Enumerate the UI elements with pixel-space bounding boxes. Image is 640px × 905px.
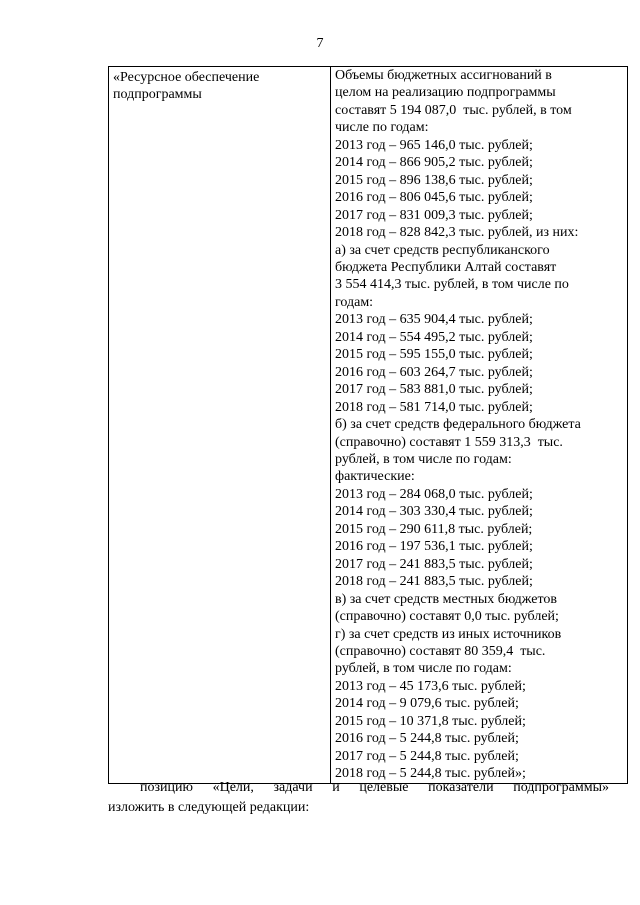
table-row [109, 67, 628, 784]
paragraph-line-2: изложить в следующей редакции: [108, 800, 310, 815]
page-number: 7 [316, 36, 324, 51]
table-cell-content [331, 67, 628, 784]
paragraph-line-1: позицию «Цели, задачи и целевые показатели подпрограммы» [140, 780, 609, 795]
budget-allocations-text: Объемы бюджетных ассигнований в целом на реализацию подпрограммы составят 5 194 087,0 тыс. рублей, в том числе по годам: 2013 год – 965 146,0 тыс. рублей; 2014 год – 866 905,2 тыс. рублей; 2015 год – 896 138,6 тыс. рублей; 2016 год – 806 045,6 тыс. рублей; 2017 год – 831 009,3 тыс. рублей; 2018 год – 828 842,3 тыс. рублей, из них: а) за счет средств республиканского бюджета Республики Алтай составят 3 554 414,3 тыс. рублей, в том числе по годам: 2013 год – 635 904,4 тыс. рублей; 2014 год – 554 495,2 тыс. рублей; 2015 год – 595 155,0 тыс. рублей; 2016 год – 603 264,7 тыс. рублей; 2017 год – 583 881,0 тыс. рублей; 2018 год – 581 714,0 тыс. рублей; б) за счет средств федерального бюджета (справочно) составят 1 559 313,3 тыс. рублей, в том числе по годам: фактические: 2013 год – 284 068,0 тыс. рублей; 2014 год – 303 330,4 тыс. рублей; 2015 год – 290 611,8 тыс. рублей; 2016 год – 197 536,1 тыс. рублей; 2017 год – 241 883,5 тыс. рублей; 2018 год – 241 883,5 тыс. рублей; в) за счет средств местных бюджетов (справочно) составят 0,0 тыс. рублей; г) за счет средств из иных источников (справочно) составят 80 359,4 тыс. рублей, в том числе по годам: 2013 год – 45 173,6 тыс. рублей; 2014 год – 9 079,6 тыс. рублей; 2015 год – 10 371,8 тыс. рублей; 2016 год – 5 244,8 тыс. рублей; 2017 год – 5 244,8 тыс. рублей; 2018 год – 5 244,8 тыс. рублей»; [335, 68, 581, 782]
table-cell-label [109, 67, 331, 784]
body-paragraph [108, 778, 609, 818]
resource-table [108, 66, 628, 784]
resource-label-text: «Ресурсное обеспечение подпрограммы [113, 70, 260, 103]
